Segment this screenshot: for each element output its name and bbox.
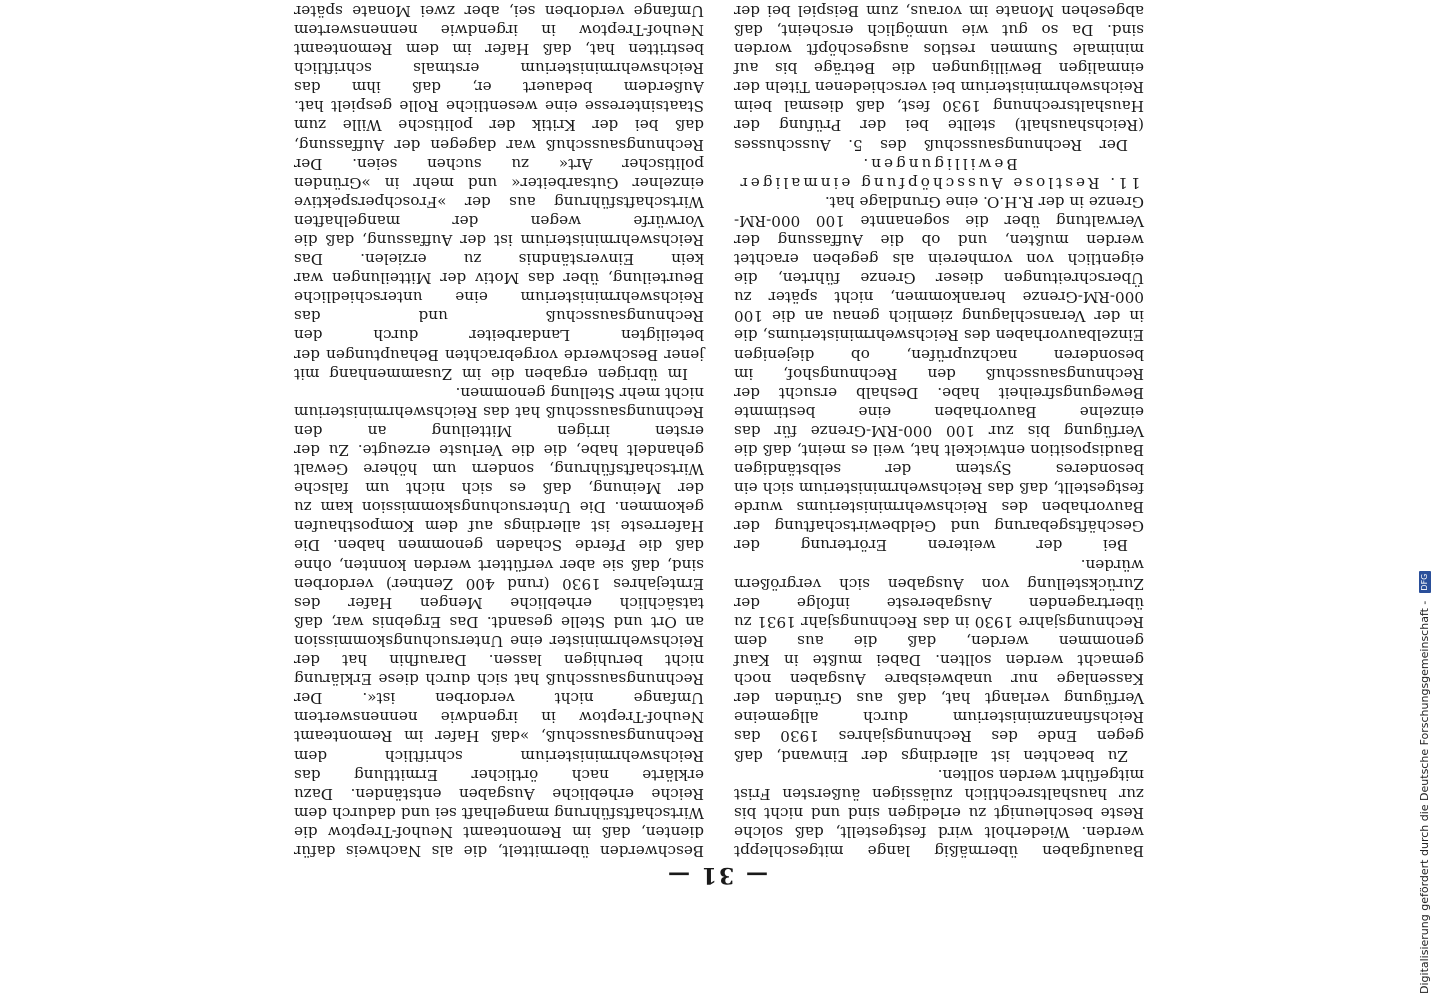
page-number: — 31 — xyxy=(666,862,768,888)
paragraph: Bauaufgaben übermäßig lange mitgeschleppt werden. Wiederholt wird festgestellt, daß solche Reste beschleunigt zu erledigen sind und nicht bis zur haushaltsrechtlich zulässigen äußersten Frist mitgeführt werden sollten. xyxy=(734,765,1144,860)
section-heading-11: 11. Restlose Ausschöpfung einmaliger xyxy=(737,173,1141,192)
paragraph: Beschwerden übermittelt, die als Nachweis dafür dienten, daß im Remonteamt Neuhof-Treptow die Wirtschaftsführung mangelhaft sei und dadurch dem Reiche erhebliche Ausgaben entständen. Dazu erklärte nach örtlicher Ermittlung das Reichswehrministerium schriftlich dem Rechnungsausschuß, »daß Hafer im Remonteamt Neuhof-Treptow in irgendwie nennenswertem Umfange nicht verdorben ist«. Der Rechnungsausschuß hat sich durch diese Erklärung nicht beruhigen lassen. Daraufhin hat der Reichswehrminister eine Untersuchungskommission an Ort und Stelle gesandt. Das Ergebnis war, daß tatsächlich erhebliche Mengen Hafer des Erntejahres 1930 (rund 400 Zentner) verdorben sind, daß sie aber verfüttert werden konnten, ohne daß die Pferde Schaden genommen haben. Die Haferreste ist allerdings auf dem Komposthaufen gekommen. Die Untersuchungskommission kam zu der Meinung, daß es sich nicht um falsche Wirtschaftsführung, sondern um höhere Gewalt gehandelt habe, die die Verluste erzeugte. Zu der ersten irrigen Mitteilung an den Rechnungsausschuß hat das Reichswehrministerium nicht mehr Stellung genommen. xyxy=(294,383,704,860)
dfg-logo-icon: DFG xyxy=(1419,571,1431,593)
paragraph: Der Rechnungsausschuß des 5. Ausschusses (Reichshaushalt) stellte bei der Prüfung der Haushaltsrechnung 1930 fest, daß diesmal beim Reichswehrministerium bei verschiedenen Titeln der einmaligen Bewilligungen die Beträge bis auf minimale Summen restlos ausgeschöpft worden sind. Da so gut wie unmöglich erscheint, daß abgesehen Monate im voraus, zum Beispiel bei der xyxy=(734,1,1144,154)
paragraph: Zu beachten ist allerdings der Einwand, daß gegen Ende des Rechnungsjahres 1930 das Reichsfinanzministerium durch allgemeine Verfügung verlangt hat, daß aus Gründen der Kassenlage nur unabweisbare Ausgaben noch gemacht werden sollten. Dabei mußte in Kauf genommen werden, daß die aus dem Rechnungsjahre 1930 in das Rechnungsjahr 1931 zu übertragenden Ausgabereste infolge der Zurückstellung von Ausgaben sich vergrößern würden. xyxy=(734,555,1144,765)
footer-credit-text: Digitalisierung gefördert durch die Deutsche Forschungsgemeinschaft - xyxy=(1418,600,1431,994)
paragraph: Im übrigen ergaben die im Zusammenhang mit jener Beschwerde vorgebrachten Behauptungen der beteiligten Landarbeiter durch den Rechnungsausschuß und das Reichswehrministerium eine unterschiedliche Beurteilung, über das Motiv der Mitteilungen war kein Einverständnis zu erzielen. Das Reichswehrministerium ist der Auffassung, daß die Vorwürfe wegen der mangelhaften Wirtschaftsführung aus der »Froschperspektive einzelner Gutsarbeiter« und mehr in »Gründen politischer Art« zu suchen seien. Der Rechnungsausschuß war dagegen der Auffassung, daß bei der Kritik der politische Wille zum Staatsinteresse eine wesentliche Rolle gespielt hat. Außerdem bedauert er, daß ihm das Reichswehrministerium erstmals schriftlich bestritten hat, daß Hafer im dem Remonteamt Neuhof-Treptow in irgendwie nennenswertem Umfange verdorben sei, aber zwei Monate später xyxy=(294,1,704,383)
right-column xyxy=(294,1,704,860)
footer-credit xyxy=(1416,0,1434,1000)
footer-credit-strip xyxy=(1416,0,1434,1000)
left-column xyxy=(734,1,1144,860)
paragraph: Bei der weiteren Erörterung der Geschäftsgebarung und Geldbewirtschaftung der Bauvorhaben des Reichswehrministeriums wurde festgestellt, daß das Reichswehrministerium sich ein besonderes System der selbständigen Baudisposition entwickelt hat, weil es meint, daß die Verfügung bis zur 100 000-RM-Grenze für das einzelne Bauvorhaben eine bestimmte Bewegungsfreiheit habe. Deshalb ersucht der Rechnungsausschuß den Rechnungshof, im besonderen nachzuprüfen, ob diejenigen Einzelbauvorhaben des Reichswehrministeriums, die in der Veranschlagung ziemlich genau an die 100 000-RM-Grenze herankommen, nicht später zu Überschreitungen dieser Grenze führten, die eigentlich von vornherein als gegeben erachtet werden mußten, und ob die Auffassung der Verwaltung über die sogenannte 100 000-RM-Grenze in der R.H.O. eine Grundlage hat. xyxy=(734,192,1144,555)
section-heading-11-line2: Bewilligungen. xyxy=(860,154,1018,173)
